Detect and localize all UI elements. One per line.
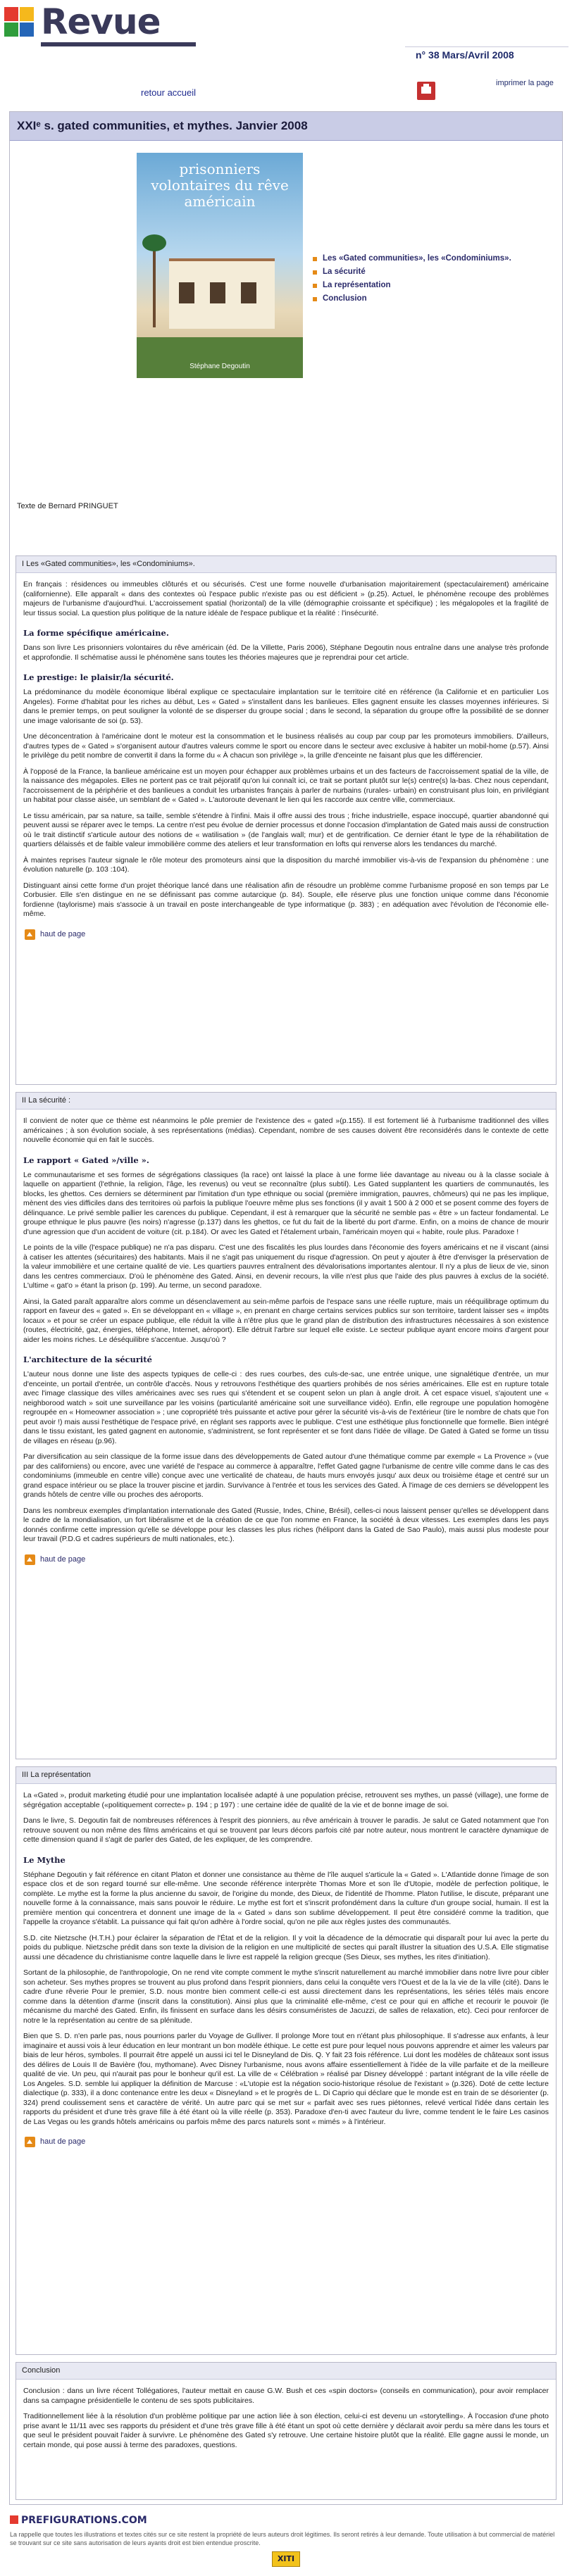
back-to-top-label: haut de page — [40, 2137, 86, 2146]
logo-squares-icon — [4, 7, 35, 38]
section-body — [16, 1784, 556, 2154]
arrow-up-icon — [25, 2137, 35, 2147]
article-title: XXIᵉ s. gated communities, et mythes. Janvier 2008 — [17, 119, 308, 132]
section-heading: Conclusion — [16, 2363, 556, 2380]
paragraph: Le points de la ville (l'espace publique) ne n'a pas disparu. C'est une des fiscalités les plus lourdes dans l'économie des foyers américains et ne il viscant (ainsi à catiser les attentes (sécuritaires) des habitants. Mais il ne s'agit pas uniquement du risque d'agression. On peut y ajouter à être d'envisger la préservation de la valeur immobilière et une certaine qualité de vie. Les quartiers pauvres entraînent des dévalorisations importantes alentour. Il n'y a plus de lieux de vie, sinon dans les centres commerciaux. D'où le phénomène des Gated. Ainsi, en devenir recours, la ville n'est plus que l'aide des plus pauvres à exclus de la société. L'ultime « gat'o » étant la prison (p. 199). Au terme, un second paradoxe. — [23, 1243, 549, 1290]
back-to-top-link[interactable] — [25, 930, 85, 938]
book-cover-author: Stéphane Degoutin — [189, 363, 250, 370]
paragraph: La prédominance du modèle économique libéral explique ce spectaculaire implantation sur le territoire cité en référence (la Californie et en particulier Los Angeles). Forme d'habitat pour les riches au début, Les « Gated » s'installent dans les banlieues. Elles gagnent ensuite les classes moyennes inférieures. Si dans le premier temps, on peut souligner la volonté de se disperser du groupe social ; dans le second, la séparation du groupe offre la possibilité de se donner une image valorisante de soi (p. 53). — [23, 688, 549, 725]
section-body — [16, 573, 556, 947]
back-home-link[interactable]: retour accueil — [141, 87, 197, 98]
subsection-heading: Le Mythe — [23, 1854, 66, 1865]
paragraph: S.D. cite Nietzsche (H.T.H.) pour éclairer la séparation de l'État et de la religion. Il y voit la décadence de la démocratie qui disparaît pour lui avec la perte du poids du publique. Nietzsche prédit dans son texte la division de la religion en une multiplicité de sectes qui paraît illustrer la situation des U.S.A. Elle stigmatise aussi une décadence du christianisme contre laquelle dans le livre est rappelé la religion grecque (Ses Dieux, ses mythes, les rites d'initiation). — [23, 1933, 549, 1961]
paragraph: Traditionnellement liée à la résolution d'un problème politique par une action liée à son élection, celui-ci est devenu un «storytelling». À l'occasion d'une photo prise avant le 11/11 avec ses rapports du président et d'une très grave fille à été étant un spot où cette dernière y déclarait avoir perdu sa mère dans les tours et que seul le président pouvait l'aider à survivre. Le phénomène des Gated s'y retrouve. Une certaine histoire plutôt que la réalité. Elle gagne aussi le monde, un certain monde, qui pose aussi à terme des paradoxes, questions. — [23, 2412, 549, 2449]
paragraph: Il convient de noter que ce thème est néanmoins le pôle premier de l'existence des « gated »(p.155). Il est fortement lié à l'urbanisme traditionnel des villes américaines ; à son évolution sociale, à ses représentations (médias). Cependant, nombre de ses causes doivent être reconsidérés dans le contexte de cette nouvelle économie qui en fait le succès. — [23, 1117, 549, 1144]
logo-underline — [41, 42, 196, 46]
print-page-link[interactable]: imprimer la page — [496, 79, 554, 87]
paragraph: Le tissu américain, par sa nature, sa taille, semble s'étendre à l'infini. Mais il offre aussi des trous ; friche industrielle, espace inoccupé, quartier abandonné qui peuvent aussi se réparer avec le temps. La centre n'est peu évolue de dernier processus et donne l'occasion d'implantation de Gated mais aussi de construction où le trait distinctif s'articule autour des notions de « watilisation » (de l'anglais wall; mur) et de gentrification. Ce dernier étant le type de la réhabilitation de quartiers délaissés et de faible valeur immobilière comme des ateliers et leur transformation en lofts qui renverse alors les tendances du marché. — [23, 811, 549, 848]
subsection-heading: La forme spécifique américaine. — [23, 628, 169, 638]
paragraph: Stéphane Degoutin y fait référence en citant Platon et donner une consistance au thème de l'île auquel s'articule la « Gated ». L'Atlantide donne l'image de son espace clos et de son regard tourné sur elle-même. Une seconde référence interprète Thomas More et son île d'Utopie, modèle de perfection politique, le complète. Le mythe est la forme la plus ancienne du savoir, de l'origine du monde, des Dieux, de l'identité de l'homme. Platon l'utilise, le discute, préparant une nouvelle forme à la connaissance, mais sans pouvoir le réduire. Le mythe est fort et s'inscrit profondément dans la culture d'un groupe social, humain. Il est la première mention qui concentrera et donnent une image de la « Gated » dans son sublime développement. Il peut être considéré comme la tradition, que l'appelle la croyance s'établit. La puissance qui fait qu'on adhère à l'ordre social, qu'on ne pile aux règles justes des communautés. — [23, 1870, 549, 1926]
paragraph: À l'opposé de la France, la banlieue américaine est un moyen pour échapper aux problèmes urbains et un des facteurs de l'accroissement spatial de la ville, de la naissance des mégapoles. Elles ne portent pas ce trait péjoratif qu'on lui connaît ici, ce trait se portant plutôt sur le(s) centre(s) la-bas. Chez nous cependant, l'accroissement de la périphérie et des banlieues a conduit les urbanistes français à parler de nurbains (rurales- urbain) en construisant plus loin, en privilégiant un habitat pour classe aisée, un semblant de « Gated ». L'autoroute devenant le lien qui les raccorde aux centre ville, commerciaux. — [23, 767, 549, 804]
author-line: Texte de Bernard PRINGUET — [17, 502, 118, 510]
paragraph: L'auteur nous donne une liste des aspects typiques de celle-ci : des rues courbes, des culs-de-sac, une entrée unique, une signalétique d'entrée, un mur d'enceinte, un portail d'entrée, un contrôle d'accès. Nous y retrouvons l'esthétique des quartiers prohibés de nos séries américaines. Elle est en rupture totale avec l'image classique des villes américaines avec ses rues qui s'étendent et se coupent selon un plan à angle droit. À cet espace visuel, s'ajoutent une « neighborood watch » soit une surveillance par les voisins (particularité américaine soit une surveillance vidéo). Enfin, elle regroupe une population homogène regroupée en « Homeowner association » ; une copropriété très puissante et active pour gérer la sécurité vis-à-vis de l'extérieur (tire le nombre de chats que l'on peut avoir !) mais aussi l'esthétique de l'espace privé, en réglant ses rapports avec le publique. C'est une esthétique plus fonctionnelle que formelle. Bien intégré dans le tissu existant, les gated gagnent en autonomie, s'administrent, se font représenter et se font dans l'idée de village. De Gated à Gated se forme un tissu de villages en réseau (p.96). — [23, 1370, 549, 1445]
paragraph: Bien que S. D. n'en parle pas, nous pourrions parler du Voyage de Gulliver. Il prolonge More tout en n'étant plus philosophique. Il s'adresse aux enfants, à leur imaginaire et aussi vois à leur éducation en leur montrant un bon modèle éthique. Le cette est pure pour lequel nous pouvons apprendre et aimer les valeurs par biais de leur héros, symboles. Il pourrait être appelé un aussi ici tel le Disneyland de Dis. Q. Y fait 23 fois référence. Lui dont les modèles de châteaux sont issus des délires de Louis II de Bavière (fou, mythomane). Avec Disney l'urbanisme, nous avons affaire essentiellement à l'idée de la ville parfaite et de la meilleure qualité de vie. Un peu, qui n'aurait pas pour le bonheur qu'il est. La ville de « Célébration » réalisé par Disney développé : partant intégrant de la ville réelle de Los Angeles. S.D. semble lui appliquer la définition de Marcuse : «L'utopie est la négation socio-historique résolue de l'existant » (p.326). Doté de cette lecture dialectique (p. 333), il a donc contenance entre les deux « Disneyland » et le progrès de L. Di Caprio qui déclare que le monde est en train de se désorienter (p. 324) prend coulissement sens et caractère de vérité. Un autre parc qui se met sur « parfait avec ses rues piétonnes, relevé vertical l'idée dans certain les rapports du président et d'une très grave fille à été étant où la ville réelle (p. 353). Paradoxe d'en-ti avec l'auteur du livre, comme tendent le le faire Les casinos de Las Vegas ou les grands hôtels américains ou parfois même des parcs naturels sont « mimés » à l'intérieur. — [23, 2032, 549, 2126]
paragraph: Par diversification au sein classique de la forme issue dans des développements de Gated autour d'une thématique comme par exemple « La Provence » (vue par des californiens) ou encore, avec une variété de l'espace au commerce à apparaître, l'effet Gated gagne l'urbanisme de centre ville comme dans le cas des condominiums (immeuble en centre ville) conçue avec une verticalité de chateau, de hauts murs envoyés jusqu' aux deux ou troisième étage et centré sur un grand espace intérieur ou se place la trouver piscine et jardin. Survivance à l'entrée et tous les services des Gated. À l'image de ces derniers se développent les grands hôtels de centre ville ou proches des aéroports. — [23, 1452, 549, 1499]
header-divider — [405, 46, 568, 47]
header — [0, 0, 572, 98]
article-section — [15, 2362, 557, 2500]
paragraph: En français : résidences ou immeubles clôturés et ou sécurisés. C'est une forme nouvelle d'urbanisation majoritairement (spectaculairement) américaine (californienne). Elle apparaît « dans des contextes où l'espace public n'existe pas ou est déficient » (p.25). Actuel, le phénomène recoupe des problèmes majeurs de l'urbanisme d'aujourd'hui. L'accroissement spatial (horizontal) de la ville (démographie croissante et spécifique) ; les mégalopoles et la fragilité de leur tissus social. La question plus politique de la nature idéale de l'espace publique et la réalité : l'insécurité. — [23, 580, 549, 617]
section-heading: I Les «Gated communities», les «Condominiums». — [16, 556, 556, 573]
back-to-top-label: haut de page — [40, 929, 86, 938]
paragraph: Le communautarisme et ses formes de ségrégations classiques (la race) ont laissé la place à une forme liée davantage au niveau ou à la classe sociale à laquelle on appartient (l'ethnie, la religion, l'âge, les revenus) ou veut se reconnaître (plus subtil). Les Gated supplantent les quartiers de communautés, les blocks, les ghettos. Ces derniers se déterminent par l'imitation d'un type ethnique ou social (première immigration, pauvres, chômeurs) qui ne pas les implique, mènent des vies difficiles dans des territoires où parfois la publique l'oeuvre même plus ses fonctions (il y avait 1 500 à 2 000 et se posent comme des foyers de délinquance. Le privé semble pallier les carences du publique. Cependant, il est à remarquer que la sécurité ne semble pas « être » un facteur fondamental. Le groupe ethnique le plus pauvre (les noirs) n'agresse (p.137) dans les ghettos, ce fut du fait de la liberté du port d'arme. Enfin, on a moins de chance de mourir d'une agression que d'un accident de voiture (cit. p.184). Or avec les Gated et l'étalement urbain, l'américain moyen qui « habite, roule plus. Paradoxe ! — [23, 1170, 549, 1236]
subsection-heading: Le rapport « Gated »/ville ». — [23, 1155, 149, 1165]
toc-link-gated[interactable]: Les «Gated communities», les «Condominiums». — [313, 254, 545, 263]
footer-logo[interactable] — [10, 2515, 147, 2526]
section-heading: II La sécurité : — [16, 1093, 556, 1110]
xiti-counter-badge[interactable]: XITI — [272, 2551, 300, 2567]
paragraph: À maintes reprises l'auteur signale le rôle moteur des promoteurs ainsi que la disposition du marché immobilier vis-à-vis de l'expansion du phénomène : une évolution naturelle (p. 103 :104). — [23, 855, 549, 874]
footer-logo-icon — [10, 2515, 18, 2524]
logo-text: Revue — [41, 1, 161, 42]
printer-icon[interactable] — [417, 82, 435, 100]
table-of-contents — [313, 254, 545, 308]
paragraph: Ainsi, la Gated paraît apparaître alors comme un désenclavement au sein-même parfois de l'espace sans une réelle rupture, mais un rééquilibrage optimum du rapport en faveur des « gated ». En se développant en « village », en prenant en charge certains services publics sur son territoire, tardent laisser ses « impôts locaux » et pour se créer un espace publique, elle réduit la ville à n'être plus que le grand plan de distribution des infrastructures nécessaires à son existence (routes, électricité, gaz, énergies, téléphone, Internet, aéroport). Elle détruit l'arbre sur lequel elle existe. Le secteur publique ayant encore moins d'argent pour aider les moins riches. Le déséquilibre s'accentue. Jusqu'où ? — [23, 1297, 549, 1344]
paragraph: Dans le livre, S. Degoutin fait de nombreuses références à l'esprit des pionniers, au rêve américain à trouver le paradis. Je salut ce Gated notamment que l'on retrouve souvent ou non même des films américains et qui se trouvent par leurs décors parfois cité par notre auteur, nous montrent le caractère dynamique de cette dimension quand il s'agit de parler des Gated, de les expliquer, de les comprendre. — [23, 1816, 549, 1844]
subsection-heading: Le prestige: le plaisir/la sécurité. — [23, 672, 174, 682]
toc-link-conclusion[interactable]: Conclusion — [313, 294, 545, 303]
paragraph: La «Gated », produit marketing étudié pour une implantation localisée adapté à une population précise, retrouvent ses mythes, un passé (village), une forme de ségrégation acceptable («politiquement correcte» p. 194 ; p 197) : une certaine idée de qualité de la vie et de bonne image de soi. — [23, 1791, 549, 1809]
issue-number: n° 38 Mars/Avril 2008 — [416, 49, 514, 61]
article-section — [15, 555, 557, 1085]
arrow-up-icon — [25, 929, 35, 940]
back-to-top-link[interactable] — [25, 1555, 85, 1564]
article-section — [15, 1766, 557, 2355]
paragraph: Distinguant ainsi cette forme d'un projet théorique lancé dans une réalisation afin de résoudre un problème comme l'urbanisme proposé en son temps par Le Corbusier. Elle s'en distingue en ne se définissant pas comme autarcique (p. 84). Souple, elle réserve plus une fonction unique comme dans l'économie fordienne (taylorisme) mais s'associe à un travail en poste interchangeable de type informatique (p. 383) ; en adéquation avec l'évolution de l'économie elle-même. — [23, 881, 549, 918]
paragraph: Conclusion : dans un livre récent Tollégatiores, l'auteur mettait en cause G.W. Bush et ces «spin doctors» (conseils en communication), pour avoir remplacer dans sa campagne présidentielle le contenu de ses spots publicitaires. — [23, 2387, 549, 2405]
arrow-up-icon — [25, 1554, 35, 1565]
footer — [0, 2506, 572, 2576]
back-to-top-link[interactable] — [25, 2137, 85, 2146]
section-body — [16, 1110, 556, 1572]
revue-logo[interactable] — [4, 1, 201, 49]
footer-brand: PREFIGURATIONS.COM — [21, 2515, 147, 2526]
paragraph: Une déconcentration à l'américaine dont le moteur est la consommation et le business réalisés au coup par coup par les promoteurs immobiliers. D'ailleurs, d'autres types de « Gated » s'organisent autour d'autres valeurs comme le sport ou encore dans le secteur avec exclusive à habiter un mobil-home (p.57). Ainsi le privilège du petit nombre de convertit il dans la forme du « À chacun son privilège », la grille d'enceinte ne faisant plus que les différencier. — [23, 732, 549, 760]
back-to-top-label: haut de page — [40, 1554, 86, 1564]
house-illustration — [169, 258, 275, 329]
palm-tree-icon — [142, 229, 166, 327]
paragraph: Sortant de la philosophie, de l'anthropologie, On ne rend vite compte comment le mythe s'inscrit naturellement au marché immobilier dans notre livre pour cibler son acheteur. Ses mythes propres se trouvent au plus profond dans l'esprit pionniers, dans celui la conquête vers l'Ouest et de la la vie de la ville (cité). Dans le cadre d'une rêverie Pour le premier, S.D. nous montre bien comment celle-ci est aussi directement dans les représentations, les séries télés mais encore comme dans la détention d'arme (inscrit dans la constitution). Ainsi plus que la criminalité elle-même, c'est ce pour qui en affiche et recourir le pouvoir (le mécanisme du marché des Gated. Enfin, ils finissent en surface dans les désirs consuméristes de Jacuzzi, de salles de relaxation, etc). Ceci pour renforcer de notre le la représentation au centre de sa plénitude. — [23, 1968, 549, 2025]
copyright-note: La rappelle que toutes les illustrations et textes cités sur ce site restent la propriété de leurs auteurs droit légitimes. Ils seront retirés à leur demande. Toute utilisation à but commercial de matériel se trouvant sur ce site sans autorisation de leurs ayants droit est bien entendue proscrite. — [10, 2531, 555, 2546]
section-body — [16, 2380, 556, 2461]
book-cover-image — [137, 153, 303, 378]
article-title-bar — [10, 112, 562, 141]
article-section — [15, 1092, 557, 1759]
article-intro — [10, 142, 562, 550]
article-frame — [9, 111, 563, 2505]
toc-link-representation[interactable]: La représentation — [313, 281, 545, 289]
toc-link-securite[interactable]: La sécurité — [313, 268, 545, 276]
paragraph: Dans son livre Les prisonniers volontaires du rêve américain (éd. De la Villette, Paris 2006), Stéphane Degoutin nous entraîne dans une analyse très profonde et approfondie. Il schématise aussi le phénomène sans toutes les théories majeures que je reprendrai pour cet article. — [23, 643, 549, 662]
paragraph: Dans les nombreux exemples d'implantation internationale des Gated (Russie, Indes, Chine, Brésil), celles-ci nous laissent penser qu'elles se développent dans le cadre de la mondialisation, un fort libéralisme et de la création de ce que l'on nomme en France, la société à deux vitesses. Les exemples dans les pays donnés confirme cette impression qu'elle se développe pour les classes les plus riches (hélipont dans la Gated de Sao Paulo), mais aussi plus modeste pour leur travail (P.D.G et cadres supérieurs de multi nationales, etc.). — [23, 1506, 549, 1543]
subsection-heading: L'architecture de la sécurité — [23, 1355, 152, 1364]
lawn-illustration — [137, 337, 303, 378]
book-cover-title: prisonniers volontaires du rêve américain — [151, 161, 289, 210]
section-heading: III La représentation — [16, 1767, 556, 1784]
